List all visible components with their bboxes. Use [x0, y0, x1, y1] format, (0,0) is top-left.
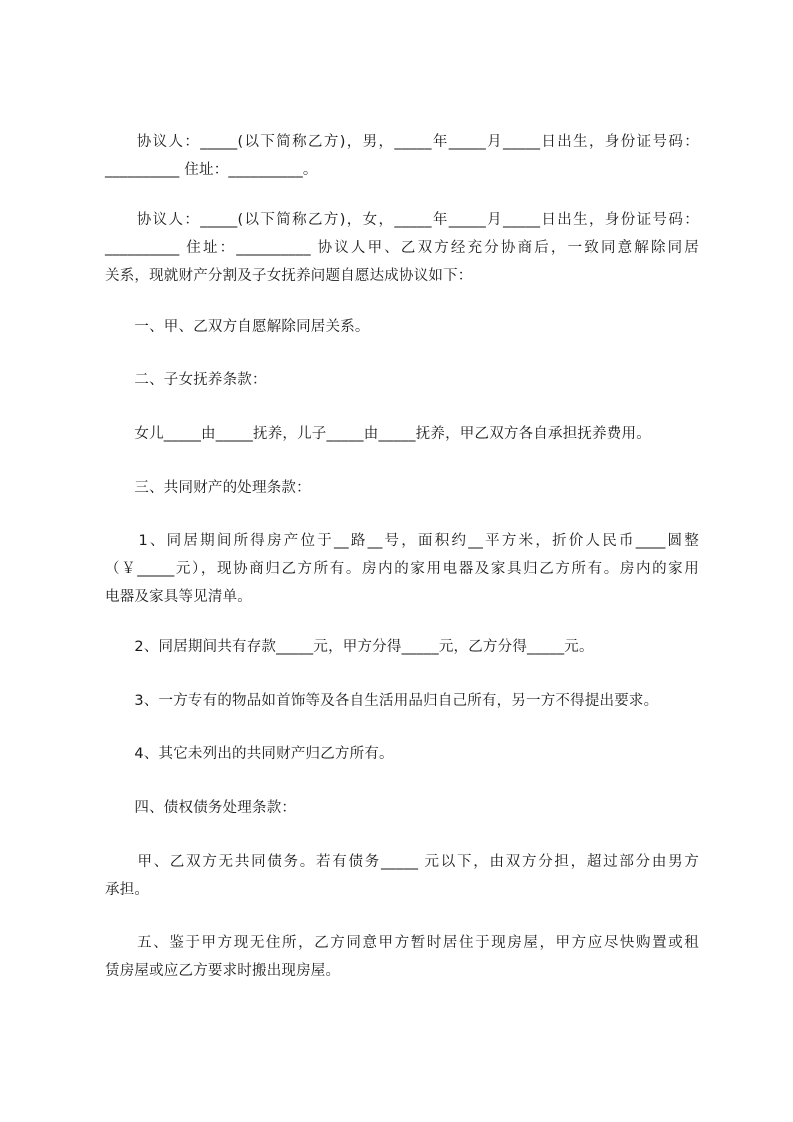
clause-one: [105, 313, 699, 341]
text-line: 承担。: [105, 882, 150, 898]
clause-two-heading: [105, 366, 699, 394]
paragraph-party-b-female: [105, 206, 699, 290]
clause-five-paragraph: [105, 929, 699, 985]
clause-four-heading: [105, 794, 699, 822]
text-line: __________ 住址：__________。: [105, 162, 318, 178]
text-line: __________ 住址：__________ 协议人甲、乙双方经充分协商后，一致同意解除同居: [105, 240, 699, 256]
property-item-2: [105, 633, 699, 661]
paragraph-party-b-male: [105, 128, 699, 184]
text-line: 关系，现就财产分割及子女抚养问题自愿达成协议如下：: [105, 268, 473, 284]
text-line: 二、子女抚养条款：: [105, 372, 267, 388]
text-line: 赁房屋或应乙方要求时搬出现房屋。: [105, 963, 341, 979]
text-line: 4、其它未列出的共同财产归乙方所有。: [105, 746, 394, 762]
property-item-1: [105, 527, 699, 611]
clause-three-heading: [105, 474, 699, 502]
text-line: 四、债权债务处理条款：: [105, 800, 297, 816]
text-line: 女儿_____由_____抚养，儿子_____由_____抚养，甲乙双方各自承担抚养费用。: [105, 426, 651, 442]
property-item-3: [105, 687, 699, 715]
text-line: 3、一方专有的物品如首饰等及各自生活用品归自己所有，另一方不得提出要求。: [105, 693, 659, 709]
text-line: 甲、乙双方无共同债务。若有债务_____ 元以下，由双方分担，超过部分由男方: [105, 854, 699, 870]
text-line: 1、同居期间所得房产位于__路__号，面积约__平方米，折价人民币____圆整: [105, 533, 699, 549]
text-line: 2、同居期间共有存款_____元，甲方分得_____元，乙方分得_____元。: [105, 639, 594, 655]
text-line: 五、鉴于甲方现无住所，乙方同意甲方暂时居住于现房屋，甲方应尽快购置或租: [105, 935, 699, 951]
text-line: 协议人：_____(以下简称乙方)，女，_____年_____月_____日出生，身份证号码：: [105, 212, 699, 228]
text-line: 电器及家具等见清单。: [105, 589, 252, 605]
text-line: 三、共同财产的处理条款：: [105, 480, 311, 496]
child-support-paragraph: [105, 420, 699, 448]
debt-paragraph: [105, 848, 699, 904]
property-item-4: [105, 740, 699, 768]
text-line: 一、甲、乙双方自愿解除同居关系。: [105, 319, 370, 335]
text-line: 协议人：_____(以下简称乙方)，男，_____年_____月_____日出生，身份证号码：: [105, 134, 699, 150]
text-line: （￥_____元），现协商归乙方所有。房内的家用电器及家具归乙方所有。房内的家用: [105, 561, 699, 577]
